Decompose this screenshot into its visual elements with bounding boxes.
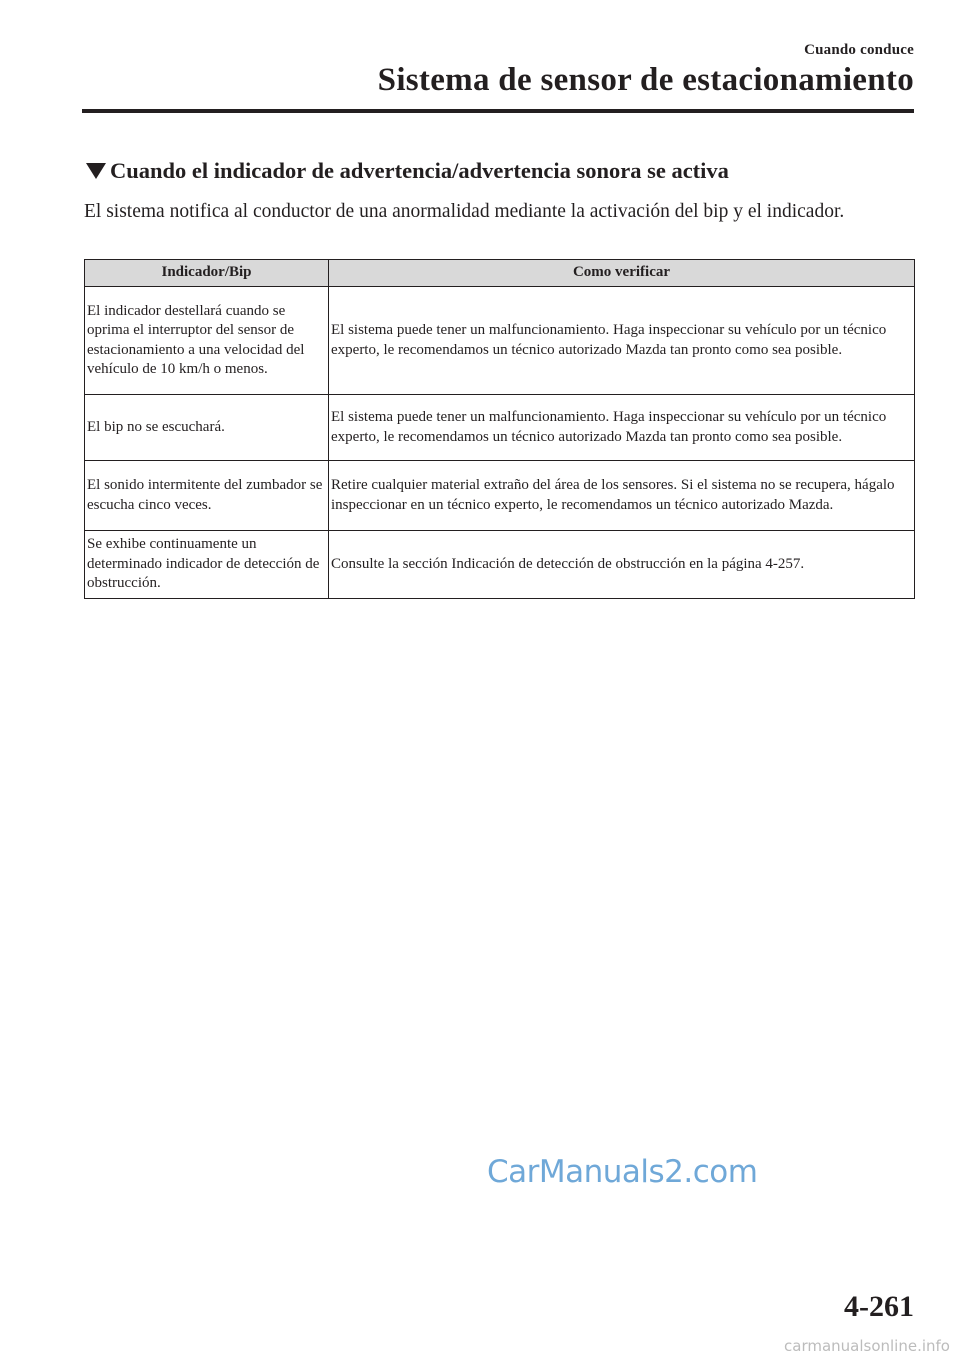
check-cell: El sistema puede tener un malfuncionamiento. Haga inspeccionar su vehículo por un técnico experto, le recomendamos un técnico autorizado Mazda tan pronto como sea posible.	[329, 395, 915, 461]
table-row	[85, 531, 915, 599]
column-header-check: Como verificar	[329, 260, 915, 287]
indicator-cell: El sonido intermitente del zumbador se escucha cinco veces.	[85, 461, 329, 531]
table-header-row	[85, 260, 915, 287]
page-number: 4-261	[844, 1290, 914, 1323]
chapter-label: Cuando conduce	[804, 42, 914, 58]
table-row	[85, 395, 915, 461]
triangle-down-icon	[85, 162, 107, 180]
indicator-cell: Se exhibe continuamente un determinado indicador de detección de obstrucción.	[85, 531, 329, 599]
check-cell: El sistema puede tener un malfuncionamiento. Haga inspeccionar su vehículo por un técnico experto, le recomendamos un técnico autorizado Mazda tan pronto como sea posible.	[329, 287, 915, 395]
indicator-cell: El bip no se escuchará.	[85, 395, 329, 461]
warning-table	[84, 259, 915, 599]
column-header-indicator: Indicador/Bip	[85, 260, 329, 287]
section-heading: Cuando el indicador de advertencia/advertencia sonora se activa	[110, 158, 729, 183]
intro-paragraph: El sistema notifica al conductor de una anormalidad mediante la activación del bip y el indicador.	[84, 201, 845, 222]
table-row	[85, 287, 915, 395]
table-row	[85, 461, 915, 531]
indicator-cell: El indicador destellará cuando se oprima el interruptor del sensor de estacionamiento a una velocidad del vehículo de 10 km/h o menos.	[85, 287, 329, 395]
header-divider	[82, 109, 914, 113]
watermark-logo: CarManuals2.com	[487, 1154, 758, 1190]
page-title: Sistema de sensor de estacionamiento	[377, 62, 914, 98]
section-heading-row	[85, 158, 729, 184]
site-watermark: carmanualsonline.info	[784, 1337, 950, 1355]
check-cell: Retire cualquier material extraño del área de los sensores. Si el sistema no se recupera, hágalo inspeccionar en un técnico experto, le recomendamos un técnico autorizado Mazda.	[329, 461, 915, 531]
check-cell: Consulte la sección Indicación de detección de obstrucción en la página 4-257.	[329, 531, 915, 599]
